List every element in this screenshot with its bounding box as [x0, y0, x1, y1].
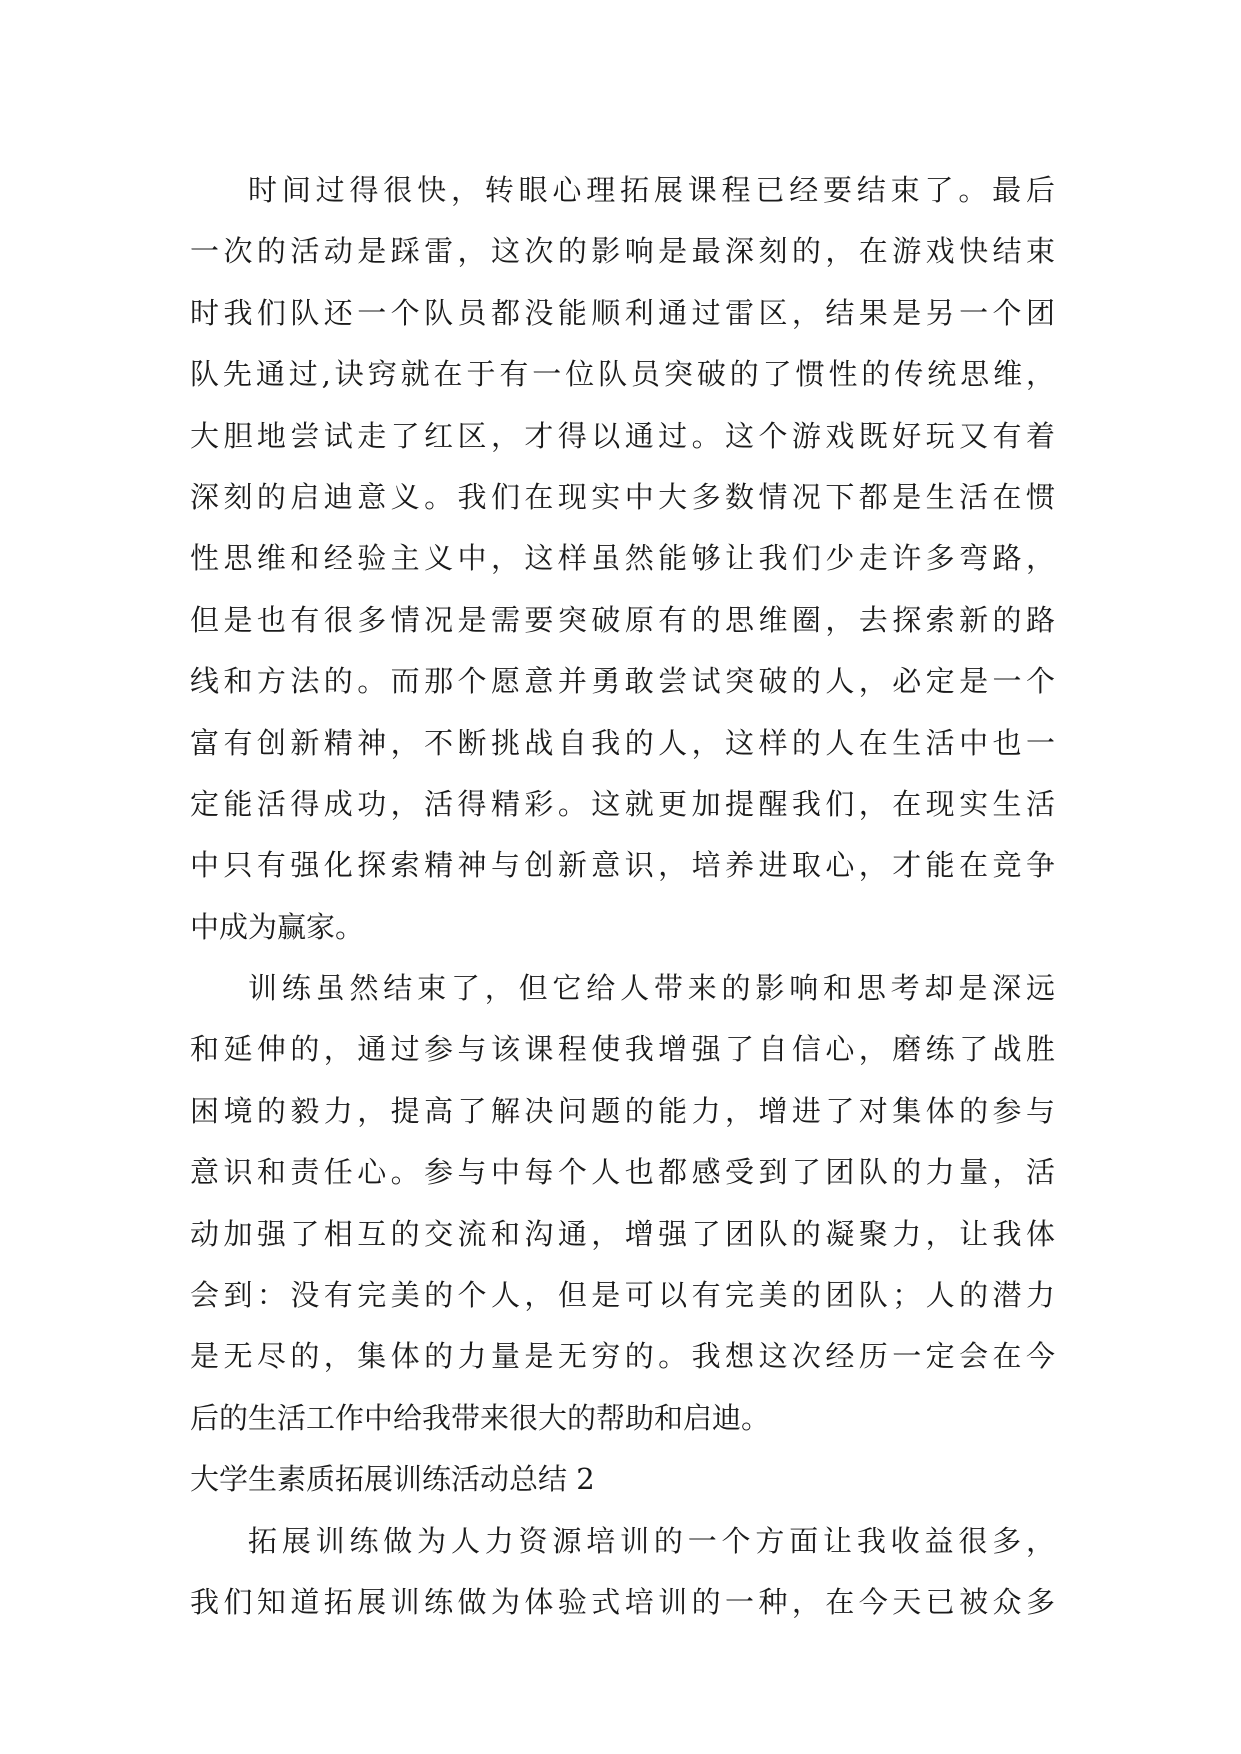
text-line: 中成为赢家。 — [190, 909, 365, 944]
text-line: 和延伸的，通过参与该课程使我增强了自信心，磨练了战胜 — [190, 1032, 1055, 1067]
document-body — [190, 160, 1055, 1633]
text-line: 时间过得很快，转眼心理拓展课程已经要结束了。最后 — [248, 173, 1055, 207]
text-line: 定能活得成功，活得精彩。这就更加提醒我们，在现实生活 — [190, 786, 1055, 821]
section-heading: 大学生素质拓展训练活动总结 2 — [190, 1462, 595, 1497]
text-line: 一次的活动是踩雷，这次的影响是最深刻的，在游戏快结束 — [190, 234, 1055, 269]
text-line: 中只有强化探索精神与创新意识，培养进取心，才能在竞争 — [190, 848, 1055, 883]
paragraph-2 — [190, 958, 1055, 1449]
paragraph-3 — [190, 1511, 1055, 1634]
text-line: 时我们队还一个队员都没能顺利通过雷区，结果是另一个团 — [190, 295, 1055, 330]
text-line: 性思维和经验主义中，这样虽然能够让我们少走许多弯路， — [190, 541, 1055, 576]
text-line: 队先通过,诀窍就在于有一位队员突破的了惯性的传统思维， — [190, 357, 1055, 392]
text-line: 意识和责任心。参与中每个人也都感受到了团队的力量，活 — [190, 1155, 1055, 1190]
text-line: 动加强了相互的交流和沟通，增强了团队的凝聚力，让我体 — [190, 1216, 1055, 1251]
text-line: 会到：没有完美的个人，但是可以有完美的团队；人的潜力 — [190, 1278, 1055, 1313]
text-line: 但是也有很多情况是需要突破原有的思维圈，去探索新的路 — [190, 602, 1055, 637]
text-line: 困境的毅力，提高了解决问题的能力，增进了对集体的参与 — [190, 1093, 1055, 1128]
text-line: 我们知道拓展训练做为体验式培训的一种，在今天已被众多 — [190, 1584, 1055, 1619]
text-line: 大胆地尝试走了红区，才得以通过。这个游戏既好玩又有着 — [190, 418, 1055, 453]
text-line: 深刻的启迪意义。我们在现实中大多数情况下都是生活在惯 — [190, 479, 1055, 514]
text-line: 是无尽的，集体的力量是无穷的。我想这次经历一定会在今 — [190, 1339, 1055, 1374]
text-line: 拓展训练做为人力资源培训的一个方面让我收益很多， — [248, 1523, 1055, 1558]
text-line: 线和方法的。而那个愿意并勇敢尝试突破的人，必定是一个 — [190, 664, 1055, 699]
paragraph-1 — [190, 160, 1055, 958]
text-line: 后的生活工作中给我带来很大的帮助和启迪。 — [190, 1400, 771, 1435]
text-line: 训练虽然结束了，但它给人带来的影响和思考却是深远 — [248, 971, 1055, 1006]
text-line: 富有创新精神，不断挑战自我的人，这样的人在生活中也一 — [190, 725, 1055, 760]
